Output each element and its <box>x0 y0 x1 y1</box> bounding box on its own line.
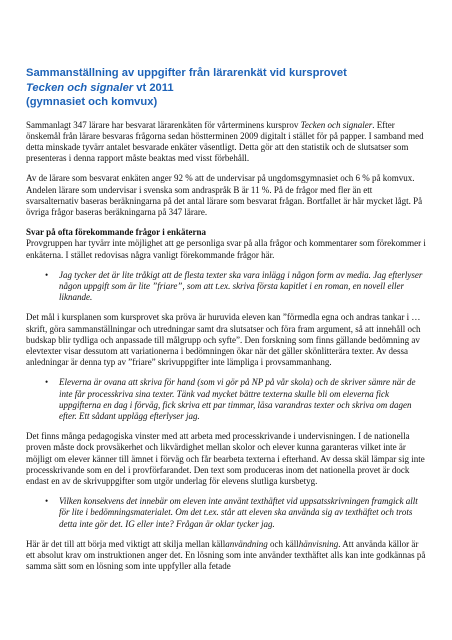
document-title <box>26 66 426 110</box>
section-heading: Svar på ofta förekommande frågor i enkäterna <box>26 227 206 238</box>
answer-3-italic-1: användning <box>225 538 268 549</box>
quote-list-1 <box>26 270 426 304</box>
answer-paragraph-3 <box>26 539 426 573</box>
teacher-quote-1 <box>45 269 426 304</box>
faq-intro-paragraph: Provgruppen har tyvärr inte möjlighet att ge personliga svar på alla frågor och kommentarer som förekommer i enkäterna. I stället redovisas några vanligt förekommande frågor här. <box>26 238 426 260</box>
bullet-icon: • <box>45 377 49 388</box>
title-line-1: Sammanställning av uppgifter från lärarenkät vid kursprovet <box>26 67 347 79</box>
answer-paragraph-2: Det finns många pedagogiska vinster med att arbeta med processkrivande i undervisningen. I de nationella proven måste dock provsäkerhet och likvärdighet mellan skolor och elever kunna garanteras vilket inte är möjligt om elever känner till ämnet i förväg och får bearbeta texterna i efterhand. Av dessa skäl lämpar sig inte processkrivande som en del i provförfarandet. Den text som produceras inom det nationella provet är dock endast en av de skrivuppgifter som utgör underlag för elevens slutliga kursbetyg. <box>26 431 425 486</box>
intro-text-b: . Efter önskemål från lärare besvaras frågorna sedan höstterminen 2009 digitalt i stället för på papper. I samband med detta minskade tyvärr antalet besvarade enkäter väsentligt. Detta gör att den statistik och de slutsatser som presenteras i denna rapport måste beaktas med visst förbehåll. <box>26 119 424 164</box>
respondents-paragraph: Av de lärare som besvarat enkäten anger 92 % att de undervisar på ungdomsgymnasiet och 6 % på komvux. Andelen lärare som undervisar i svenska som andraspråk B är 11 %. På de frågor med fler än ett svarsalternativ baseras beräkningarna på det antal lärare som besvarat frågan. Bortfallet är här mycket lågt. På övriga frågor baseras beräkningarna på 347 lärare. <box>26 173 423 217</box>
teacher-quote-3 <box>45 496 426 530</box>
intro-text-a: Sammanlagt 347 lärare har besvarat lärarenkäten för vårterminens kursprov <box>26 119 301 130</box>
quote-1-text: Jag tycker det är lite tråkigt att de flesta texter ska vara inlägg i någon form av media. Jag efterlyser någon uppgift som är lite ”friare”, som att t.ex. skriva första kapitlet i en roman, en novell eller liknande. <box>59 269 423 303</box>
bullet-icon: • <box>45 269 49 280</box>
title-line-3: (gymnasiet och komvux) <box>26 96 158 108</box>
quote-2-text: Eleverna är ovana att skriva för hand (som vi gör på NP på vår skola) och de skriver sämre när de inte får processkriva sina texter. Tänk vad mycket bättre texterna skulle bli om eleverna fick uppgifterna en dag i förväg, fick skriva ett par timmar, läsa varandras texter och skriva om dagen efter. Ett sådant upplägg efterlyser jag. <box>59 377 416 421</box>
title-term: vt 2011 <box>133 81 174 94</box>
bullet-icon: • <box>45 496 49 507</box>
answer-3-text-c: . Att använda källor är ett absolut krav om instruktionen anger det. En lösning som inte använder texthäftet alls kan inte godkännas på samma sätt som en lösning som inte uppfyller alla fetade <box>26 538 426 572</box>
answer-3-text-b: och käll <box>267 538 299 549</box>
answer-3-italic-2: hänvisning <box>298 538 339 549</box>
answer-paragraph-1: Det mål i kursplanen som kursprovet ska pröva är huruvida eleven kan ”förmedla egna och andras tankar i … skrift, göra sammanställningar och utredningar samt dra slutsatser och föra fram argument, så att innehåll och budskap blir tydliga och anpassade till målgrupp och syfte”. Den forskning som finns gällande bedömning av elevtexter visar dessutom att variationerna i bedömningen ökar när det gäller skönlitterära texter. Av dessa anledningar är denna typ av ”friare” skrivuppgifter inte lämpliga i provsammanhang. <box>26 312 421 368</box>
quote-3-text: Vilken konsekvens det innebär om eleven inte använt texthäftet vid uppsatsskrivningen framgick allt för lite i bedömningsmaterialet. Om det t.ex. står att eleven ska använda sig av texthäftet och trots detta inte gör det. IG eller inte? Frågan är oklar tycker jag. <box>59 496 418 529</box>
title-line-2 <box>26 81 426 96</box>
answer-3-text-a: Här är det till att börja med viktigt att skilja mellan käll <box>26 538 226 549</box>
title-test-name: Tecken och signaler <box>26 81 134 94</box>
teacher-quote-2 <box>45 377 426 422</box>
intro-test-name: Tecken och signaler <box>300 119 373 130</box>
quote-list-2 <box>26 377 426 422</box>
intro-paragraph <box>26 120 426 165</box>
quote-list-3 <box>26 496 426 530</box>
